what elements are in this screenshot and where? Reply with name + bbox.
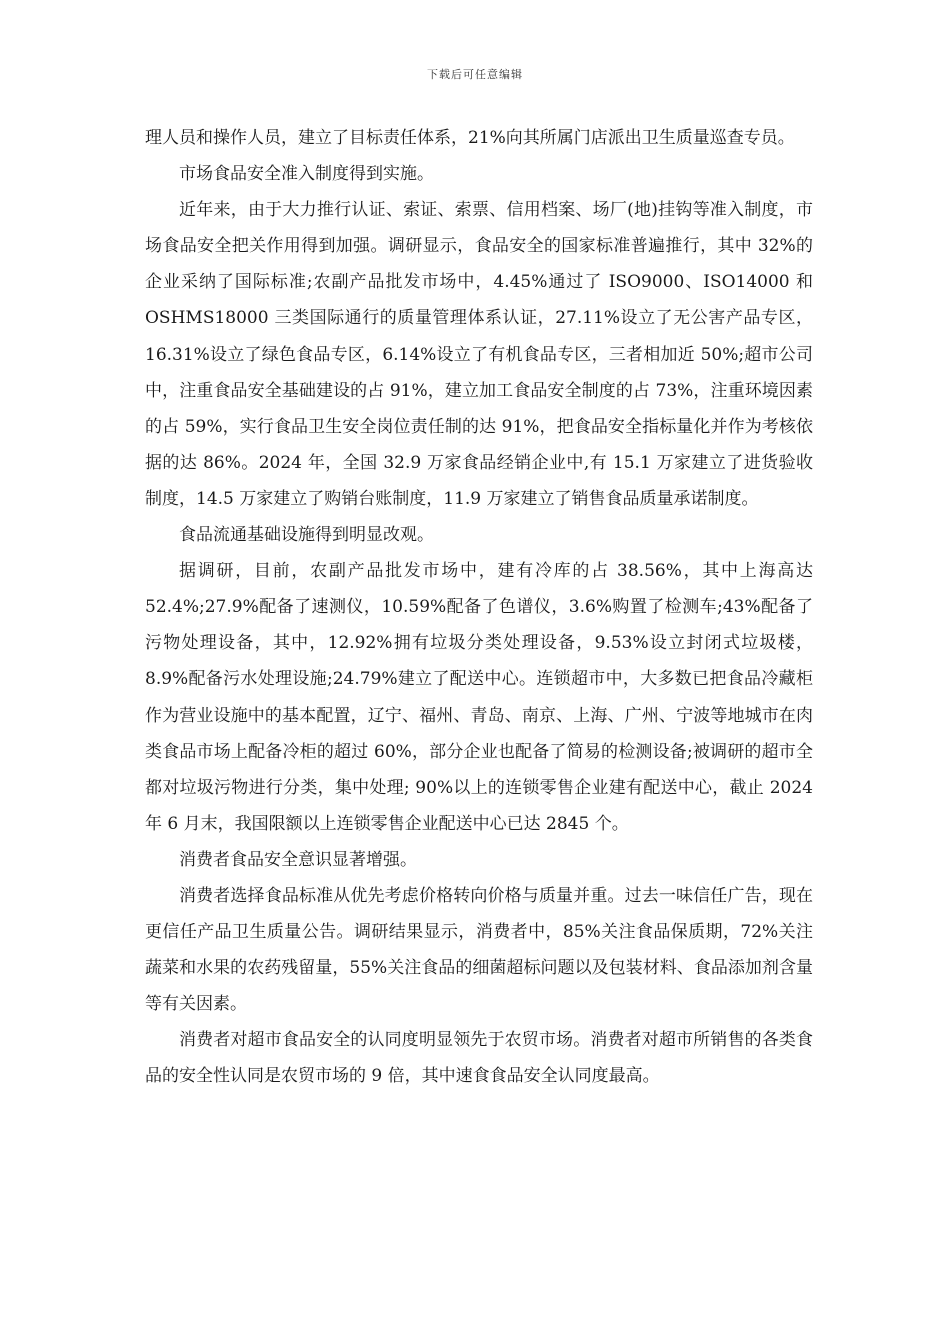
paragraph: 近年来，由于大力推行认证、索证、索票、信用档案、场厂(地)挂钩等准入制度，市场食品安全把关作用得到加强。调研显示，食品安全的国家标准普遍推行，其中 32%的企业采纳了国际标准;农副产品批发市场中，4.45%通过了 ISO9000、ISO14000 和 OSHMS18000 三类国际通行的质量管理体系认证，27.11%设立了无公害产品专区，16.31%设立了绿色食品专区，6.14%设立了有机食品专区，三者相加近 50%;超市公司中，注重食品安全基础建设的占 91%，建立加工食品安全制度的占 73%，注重环境因素的占 59%，实行食品卫生安全岗位责任制的达 91%，把食品安全指标量化并作为考核依据的达 86%。2024 年，全国 32.9 万家食品经销企业中,有 15.1 万家建立了进货验收制度，14.5 万家建立了购销台账制度，11.9 万家建立了销售食品质量承诺制度。: [145, 200, 813, 509]
document-body: [145, 120, 813, 1095]
section-heading: 食品流通基础设施得到明显改观。: [179, 525, 434, 546]
paragraph: 消费者对超市食品安全的认同度明显领先于农贸市场。消费者对超市所销售的各类食品的安全性认同是农贸市场的 9 倍，其中速食食品安全认同度最高。: [145, 1030, 813, 1087]
paragraph: 据调研，目前，农副产品批发市场中，建有冷库的占 38.56%，其中上海高达 52.4%;27.9%配备了速测仪，10.59%配备了色谱仪，3.6%购置了检测车;43%配备了污物处理设备，其中，12.92%拥有垃圾分类处理设备，9.53%设立封闭式垃圾楼，8.9%配备污水处理设施;24.79%建立了配送中心。连锁超市中，大多数已把食品冷藏柜作为营业设施中的基本配置，辽宁、福州、青岛、南京、上海、广州、宁波等地城市在肉类食品市场上配备冷柜的超过 60%，部分企业也配备了简易的检测设备;被调研的超市全都对垃圾污物进行分类，集中处理; 90%以上的连锁零售企业建有配送中心，截止 2024 年 6 月末，我国限额以上连锁零售企业配送中心已达 2845 个。: [145, 561, 813, 834]
section-heading: 市场食品安全准入制度得到实施。: [179, 164, 434, 185]
section-heading: 消费者食品安全意识显著增强。: [179, 849, 417, 870]
paragraph: 消费者选择食品标准从优先考虑价格转向价格与质量并重。过去一味信任广告，现在更信任产品卫生质量公告。调研结果显示，消费者中，85%关注食品保质期，72%关注蔬菜和水果的农药残留量，55%关注食品的细菌超标问题以及包装材料、食品添加剂含量等有关因素。: [145, 885, 813, 1015]
header-note: 下载后可任意编辑: [427, 68, 523, 81]
paragraph: 理人员和操作人员，建立了目标责任体系，21%向其所属门店派出卫生质量巡查专员。: [145, 128, 795, 148]
